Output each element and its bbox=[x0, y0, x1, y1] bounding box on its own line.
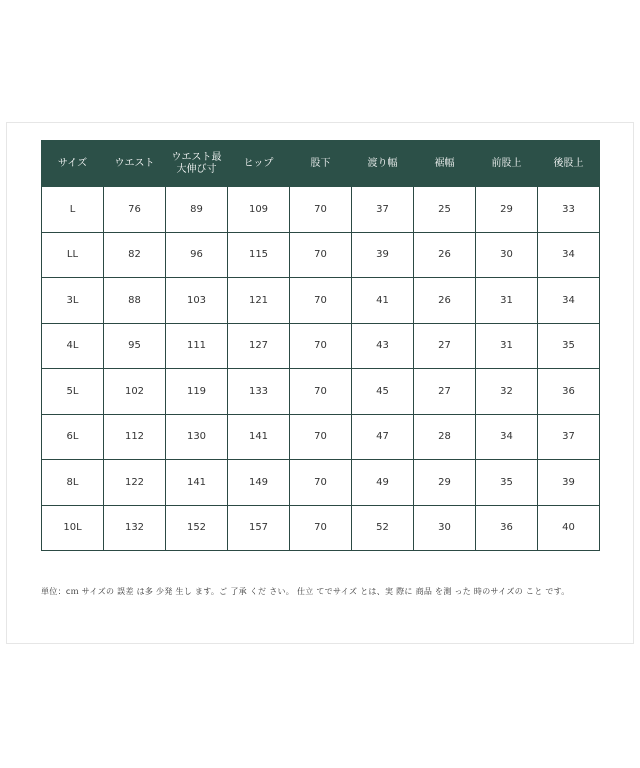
table-cell: 27 bbox=[414, 323, 476, 369]
table-cell: 70 bbox=[290, 414, 352, 460]
table-cell: 82 bbox=[104, 232, 166, 278]
table-cell: 30 bbox=[414, 505, 476, 551]
table-cell: 34 bbox=[476, 414, 538, 460]
table-cell: 3L bbox=[42, 278, 104, 324]
table-cell: 49 bbox=[352, 460, 414, 506]
size-table bbox=[41, 140, 600, 551]
table-cell: 157 bbox=[228, 505, 290, 551]
header-waist: ウエスト bbox=[104, 141, 166, 187]
table-cell: 130 bbox=[166, 414, 228, 460]
table-cell: 102 bbox=[104, 369, 166, 415]
table-cell: 41 bbox=[352, 278, 414, 324]
table-cell: 70 bbox=[290, 369, 352, 415]
table-cell: 40 bbox=[538, 505, 600, 551]
table-row bbox=[42, 505, 600, 551]
table-cell: 31 bbox=[476, 323, 538, 369]
table-cell: 152 bbox=[166, 505, 228, 551]
table-cell: 8L bbox=[42, 460, 104, 506]
table-cell: 70 bbox=[290, 232, 352, 278]
measurement-note: 単位：cｍ サイズの 誤差 は多 少発 生し ます。ご 了承 くだ さい。 仕立 てでサイズ とは、実 際に 商品 を測 った 時のサイズの こと です。 bbox=[41, 587, 570, 596]
table-cell: 70 bbox=[290, 278, 352, 324]
header-thigh-width: 渡り幅 bbox=[352, 141, 414, 187]
table-cell: 70 bbox=[290, 187, 352, 233]
table-cell: 103 bbox=[166, 278, 228, 324]
table-cell: 33 bbox=[538, 187, 600, 233]
table-cell: 70 bbox=[290, 323, 352, 369]
table-cell: 39 bbox=[538, 460, 600, 506]
table-cell: 43 bbox=[352, 323, 414, 369]
table-cell: 95 bbox=[104, 323, 166, 369]
header-size: サイズ bbox=[42, 141, 104, 187]
table-row bbox=[42, 369, 600, 415]
table-row bbox=[42, 232, 600, 278]
header-hip: ヒップ bbox=[228, 141, 290, 187]
table-cell: 70 bbox=[290, 460, 352, 506]
table-cell: 88 bbox=[104, 278, 166, 324]
table-cell: 37 bbox=[538, 414, 600, 460]
table-cell: 27 bbox=[414, 369, 476, 415]
table-row bbox=[42, 323, 600, 369]
table-cell: 119 bbox=[166, 369, 228, 415]
table-cell: 70 bbox=[290, 505, 352, 551]
table-cell: 37 bbox=[352, 187, 414, 233]
header-hem-width: 裾幅 bbox=[414, 141, 476, 187]
table-cell: 35 bbox=[538, 323, 600, 369]
table-cell: 32 bbox=[476, 369, 538, 415]
table-row bbox=[42, 187, 600, 233]
table-cell: 31 bbox=[476, 278, 538, 324]
table-cell: 5L bbox=[42, 369, 104, 415]
table-row bbox=[42, 414, 600, 460]
table-cell: 29 bbox=[476, 187, 538, 233]
table-cell: LL bbox=[42, 232, 104, 278]
table-cell: 34 bbox=[538, 232, 600, 278]
table-cell: 132 bbox=[104, 505, 166, 551]
table-cell: 149 bbox=[228, 460, 290, 506]
table-cell: 26 bbox=[414, 278, 476, 324]
header-inseam: 股下 bbox=[290, 141, 352, 187]
table-cell: 141 bbox=[228, 414, 290, 460]
table-cell: 35 bbox=[476, 460, 538, 506]
table-cell: 141 bbox=[166, 460, 228, 506]
table-header-row bbox=[42, 141, 600, 187]
table-cell: 89 bbox=[166, 187, 228, 233]
table-cell: 10L bbox=[42, 505, 104, 551]
table-cell: 36 bbox=[538, 369, 600, 415]
table-cell: 28 bbox=[414, 414, 476, 460]
header-back-rise: 後股上 bbox=[538, 141, 600, 187]
table-cell: 34 bbox=[538, 278, 600, 324]
table-cell: 115 bbox=[228, 232, 290, 278]
table-cell: 36 bbox=[476, 505, 538, 551]
header-waist-max-stretch: ウエスト最 大伸び寸 bbox=[166, 141, 228, 187]
header-front-rise: 前股上 bbox=[476, 141, 538, 187]
table-cell: 39 bbox=[352, 232, 414, 278]
table-cell: 47 bbox=[352, 414, 414, 460]
table-cell: 26 bbox=[414, 232, 476, 278]
table-row bbox=[42, 278, 600, 324]
table-cell: 96 bbox=[166, 232, 228, 278]
table-cell: 111 bbox=[166, 323, 228, 369]
table-cell: 6L bbox=[42, 414, 104, 460]
table-cell: 109 bbox=[228, 187, 290, 233]
table-cell: 112 bbox=[104, 414, 166, 460]
table-cell: 4L bbox=[42, 323, 104, 369]
table-cell: 25 bbox=[414, 187, 476, 233]
table-cell: 121 bbox=[228, 278, 290, 324]
table-cell: 29 bbox=[414, 460, 476, 506]
table-cell: 45 bbox=[352, 369, 414, 415]
table-row bbox=[42, 460, 600, 506]
table-cell: 127 bbox=[228, 323, 290, 369]
table-cell: 76 bbox=[104, 187, 166, 233]
table-cell: 122 bbox=[104, 460, 166, 506]
table-cell: 133 bbox=[228, 369, 290, 415]
table-cell: 52 bbox=[352, 505, 414, 551]
table-cell: L bbox=[42, 187, 104, 233]
table-cell: 30 bbox=[476, 232, 538, 278]
